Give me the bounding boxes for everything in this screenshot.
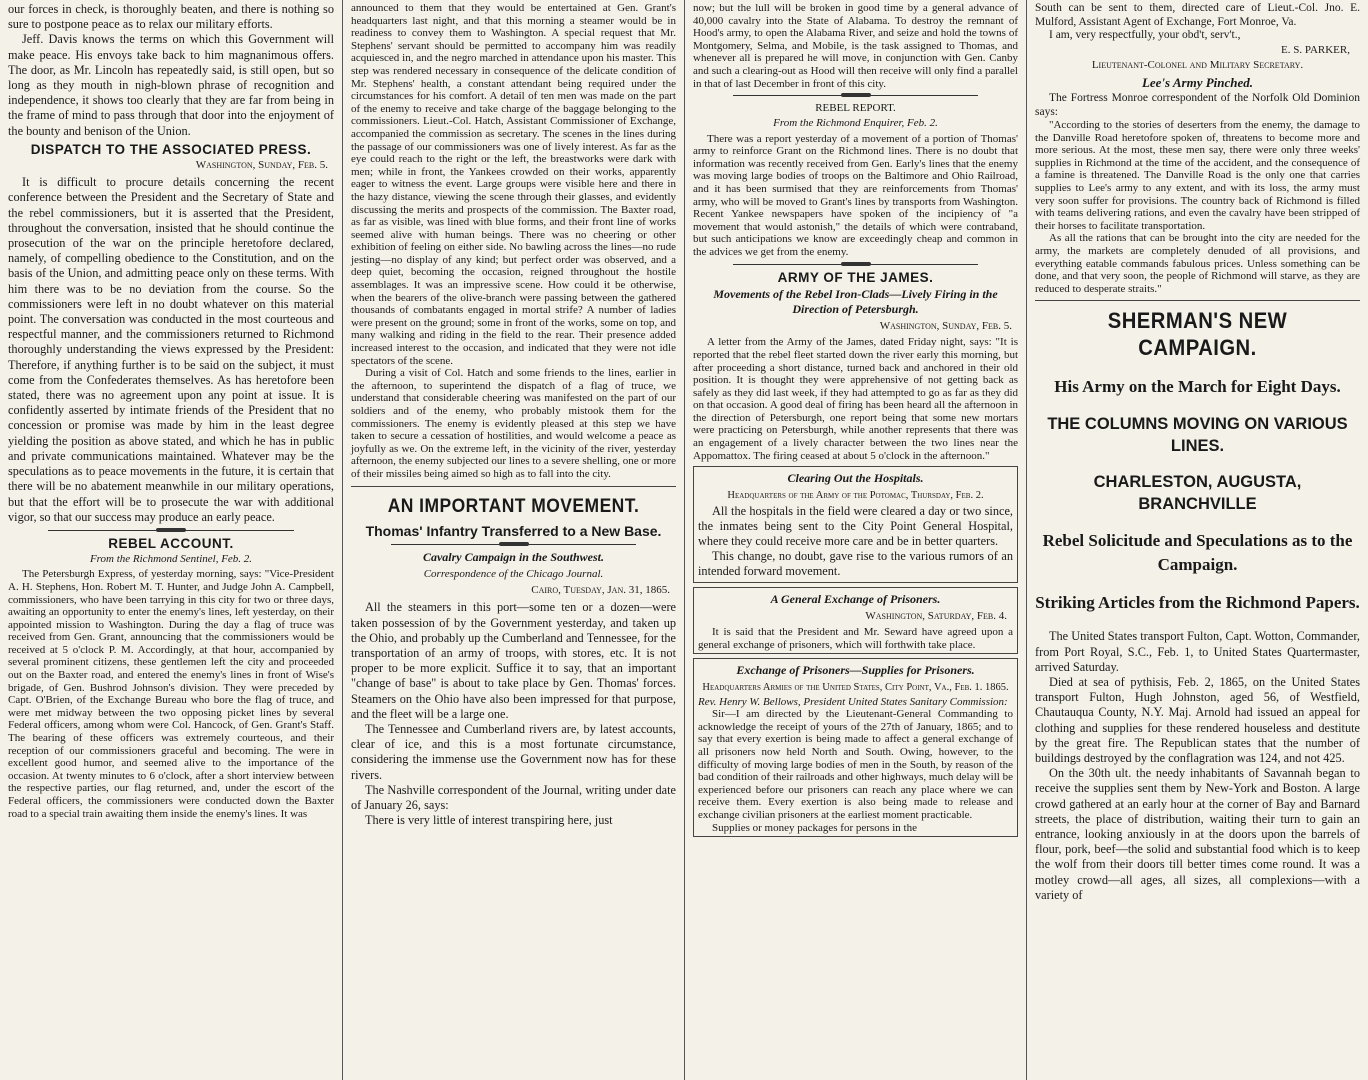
paragraph: Died at sea of pythisis, Feb. 2, 1865, on the United States transport Fulton, Hugh Johnston, aged 56, of Westfield, Chautauqua County, N.Y. Maj. Arnold had issued an appeal for clothing and supplies for these rendered houseless and destitute by the great fire. The Republican states that the number of buildings destroyed by the conflagration was 124, and not 425. xyxy=(1035,675,1360,766)
headline-large: AN IMPORTANT MOVEMENT. xyxy=(387,495,640,517)
paragraph: Supplies or money packages for persons in the xyxy=(712,821,917,834)
dateline: Cairo, Tuesday, Jan. 31, 1865. xyxy=(531,584,670,597)
boxed-article xyxy=(693,658,1018,837)
dateline: Washington, Sunday, Feb. 5. xyxy=(879,320,1012,333)
paragraph: South can be sent to them, directed care of Lieut.-Col. Jno. E. Mulford, Assistant Agent of Exchange, Fort Monroe, Va. xyxy=(1035,2,1360,28)
divider xyxy=(733,264,978,265)
subheadline: CHARLESTON, AUGUSTA, BRANCHVILLE xyxy=(1093,473,1302,514)
dateline: Headquarters of the Army of the Potomac, Thursday, Feb. 2. xyxy=(727,490,984,502)
dateline: Washington, Sunday, Feb. 5. xyxy=(195,159,328,172)
paragraph: There is very little of interest transpiring here, just xyxy=(365,813,613,828)
dateline: Headquarters Armies of the United States, City Point, Va., Feb. 1. 1865. xyxy=(702,682,1009,694)
paragraph: It is difficult to procure details concerning the recent conference between the President and the Secretary of State and the rebel commissioners, but it is asserted that the President, throughout the conversation, insisted that he should continue the prosecution of the war on the principle heretofore declared, namely, of compelling obedience to the Constitution, and on the basis of the Union, and admitting peace only on these terms. With him there was to be no deviation from the course. So the commissioners were left in no doubt whatever on this material point. The conversation was conducted in the most courteous and respectful manner, and the commissioners returned to Richmond thoroughly understanding the views expressed by the President: Therefore, if anything further is to be said on the subject, it must come from the Confederates themselves. As has heretofore been stated, there was no agreement upon any point at issue. It is confidently asserted by intimate friends of the President that no concession or promise was made by him in the least degree yielding the position as above stated, and which he has in public and private communications maintained. Whatever may be the speculations as to peace movements in the future, it is certain that there will be no abatement meanwhile in our military operations, but that the effort will be to prosecute the war with additional vigor, so that our success may produce an early peace. xyxy=(8,175,334,524)
paragraph: The Tennessee and Cumberland rivers are, by latest accounts, clear of ice, and this is a most fortunate circumstance, considering the immense use the Government now has for these rivers. xyxy=(351,722,676,782)
subheadline: THE COLUMNS MOVING ON VARIOUS LINES. xyxy=(1047,415,1348,456)
column-4 xyxy=(1026,0,1368,1080)
subheadline: Striking Articles from the Richmond Papers. xyxy=(1035,593,1360,613)
headline: Lee's Army Pinched. xyxy=(1141,74,1254,90)
addressee: Rev. Henry W. Bellows, President United States Sanitary Commission: xyxy=(698,695,1008,708)
paragraph: A letter from the Army of the James, dated Friday night, says: "It is reported that the rebel fleet started down the river early this morning, but after proceeding a short distance, turned back and anchored in their old position. It is thought they were apprehensive of not getting back as safely as they did last week, if they had attempted to go as far as they did on that occasion. A good deal of firing has been heard all the afternoon in the direction of Petersburgh, one report being that some new mortars were practicing on Petersburgh, while another represents that there was an engagement of a lively character between the two lines near the Appomattox. The firing ceased at about 5 o'clock in the afternoon." xyxy=(693,336,1018,462)
paragraph: The Fortress Monroe correspondent of the Norfolk Old Dominion says: xyxy=(1035,92,1360,118)
headline: REBEL REPORT. xyxy=(815,102,896,115)
paragraph: our forces in check, is thoroughly beaten, and there is nothing so sure to postpone peace as to relax our military efforts. xyxy=(8,2,334,32)
paragraph: All the steamers in this port—some ten or a dozen—were taken possession of by the Government yesterday, and taken up the Ohio, and probably up the Cumberland and Tennessee, for the transportation of an army of troops, with stores, etc. It is not proper to be more explicit. Suffice it to say, that an important "change of base" is about to take place by Gen. Thomas' forces. Steamers on the Ohio have also been impressed for that purpose, and the fleet will be a large one. xyxy=(351,600,676,721)
subheadline: His Army on the March for Eight Days. xyxy=(1054,377,1341,397)
boxed-article xyxy=(693,466,1018,582)
paragraph: This change, no doubt, gave rise to the various rumors of an intended forward movement. xyxy=(698,549,1013,579)
column-1 xyxy=(0,0,342,1080)
headline-large: SHERMAN'S NEW CAMPAIGN. xyxy=(1107,308,1288,361)
divider xyxy=(351,486,676,487)
source-line: From the Richmond Sentinel, Feb. 2. xyxy=(89,553,253,566)
paragraph: now; but the lull will be broken in good time by a general advance of 40,000 cavalry into the State of Alabama. To destroy the remnant of Hood's army, to open the Alabama River, and seize and hold the towns of Montgomery, Selma, and Mobile, is the task assigned to Thomas, and whenever all is prepared he will move, in conjunction with Gen. Canby and such a clearing-out as Hood will then receive will only find a parallel in that of last December in front of this city. xyxy=(693,2,1018,90)
headline: ARMY OF THE JAMES. xyxy=(777,269,934,285)
paragraph: It is said that the President and Mr. Seward have agreed upon a general exchange of prisoners, which will forthwith take place. xyxy=(698,626,1013,651)
headline: A General Exchange of Prisoners. xyxy=(770,591,941,606)
subheadline: Rebel Solicitude and Speculations as to the Campaign. xyxy=(1042,531,1353,575)
headline: Cavalry Campaign in the Southwest. xyxy=(422,549,605,564)
paragraph: "According to the stories of deserters from the enemy, the damage to the Danville Road heretofore spoken of, threatens to become more and more serious. At the most, these men say, there were only three weeks' supplies in Richmond at the time of the accident, and the consequence of a famine is threatened. The Danville Road is the only one that carries supplies to Lee's army to any extent, and with its loss, the army must very soon suffer for provisions. The country back of Richmond is filled with teams delivering rations, and even the cavalry have been stripped of their horses to facilitate transportation. xyxy=(1035,119,1360,232)
paragraph: Sir—I am directed by the Lieutenant-General Commanding to acknowledge the receipt of yours of the 27th of January, 1865; and to say that every exertion is being made to affect a general exchange of all prisoners now held North and South. Owing, however, to the difficulty of moving large bodies of men in the South, by reason of the bad condition of their railroads and other highways, much delay will be experienced before our prisoners can reach any place where we can receive them. Every exertion is also being made to release and exchange civilian prisoners at the earliest moment practicable. xyxy=(698,708,1013,822)
headline: Clearing Out the Hospitals. xyxy=(787,471,924,486)
headline: DISPATCH TO THE ASSOCIATED PRESS. xyxy=(30,141,312,157)
headline: REBEL ACCOUNT. xyxy=(108,535,234,551)
column-3 xyxy=(684,0,1026,1080)
column-2 xyxy=(342,0,684,1080)
paragraph: announced to them that they would be entertained at Gen. Grant's headquarters last night, and that this morning a steamer would be in readiness to convey them to Washington. A special request that Mr. Stephens' servant should be permitted to accompany him was readily acquiesced in, and the negro marched in attendance upon his master. This step was rendered necessary in consequence of the delicate condition of Mr. Stephens' health, a constant attendant being required under the circumstances for his comfort. A detail of ten men was made on the part of the enemy to receive and take charge of the baggage belonging to the commissioners. Lieut.-Col. Hatch, Assistant Commissioner of Exchange, accompanied the commission as secretary. The scenes in the lines during the passage of our commissioners was one of lively interest. As far as the eye could reach to the right or the left, the breastworks were dark with men; while in front, the Yankees crowded on their works, apparently eager to witness the event. Large groups were visible here and there in the hazy distance, viewing the scene through their glasses, and evidently discussing the merits and prospects of the commission. The Baxter road, as far as visible, was lined with blue forms, and their front line of works seemed alive with human beings. There was no cheering or other exhibition of feeling on either side. No bawling across the lines—no rude jesting—no display of any kind; but perfect order was observed, and a deep quiet, becoming the occasion, reigned throughout the hostile assemblages. It was an impressive scene. How could it be otherwise, when the bearers of the olive-branch were passing between the gathered thousands of combatants engaged in mortal strife? A number of ladies were present on the ground; some in front of the works, some on top, and many walking and riding in the field to the rear. Their presence added increased interest to the occasion, and indicated that they were not idle spectators of the scene. xyxy=(351,2,676,367)
subheadline: Movements of the Rebel Iron-Clads—Lively Firing in the Direction of Petersburgh. xyxy=(713,286,998,316)
paragraph: I am, very respectfully, your obd't, serv't., xyxy=(1049,29,1241,41)
divider xyxy=(733,95,978,96)
signature-title: Lieutenant-Colonel and Military Secretary. xyxy=(1091,58,1304,71)
paragraph: There was a report yesterday of a movement of a portion of Thomas' army to reinforce Grant on the Richmond lines. There is no doubt that information was recently received from Gen. Early's lines that the enemy was moving large bodies of troops on the Baltimore and Ohio Railroad, and it has been surmised that they are reinforcements from Thomas' army, who will be moved to Grant's lines by transports from Washington. Recent Yankee newspapers have spoken of the incipiency of "a movement that would astonish," the details of which were contraband, but such anticipations we know are exceedingly cheap and common in the advices we get from the enemy. xyxy=(693,132,1018,258)
divider xyxy=(391,544,636,545)
paragraph: As all the rations that can be brought into the city are needed for the army, the markets are completely denuded of all provisions, and everything eatable commands fabulous prices. Unless something can be done, and that very soon, the people of Richmond will starve, as they are reduced to desperate straits." xyxy=(1035,232,1360,295)
paragraph: The Nashville correspondent of the Journal, writing under date of January 26, says: xyxy=(351,782,676,813)
paragraph: Jeff. Davis knows the terms on which this Government will make peace. His envoys take back to him magnanimous offers. The door, as Mr. Lincoln has repeatedly said, is still open, but so long as they mouth in nigh-blown phrase of recognition and independence, it shows too clearly that they are far from being in the frame of mind to pass through that door into the enjoyment of the bounty and benison of the Union. xyxy=(8,32,334,138)
divider xyxy=(48,530,294,531)
paragraph: The Petersburgh Express, of yesterday morning, says: "Vice-President A. H. Stephens, Hon. Robert M. T. Hunter, and Judge John A. Campbell, commissioners, who have been tarrying in this city for two or three days, awaiting an opportunity to enter the enemy's lines, left yesterday, on their appointed mission to Washington. During the day a flag of truce was received from Gen. Grant, announcing that the commissioners would be received at 5 o'clock P. M. Accordingly, at that hour, accompanied by several prominent citizens, these gentlemen left the city and proceeded out on the Baxter road, and entered the enemy's lines in front of Wise's brigade, of Gen. Bushrod Johnson's division. They were preceded by Capt. O'Brien, of the Exchange Bureau who bore the flag of truce, and were met midway between the two opposing picket lines by several Federal officers, among whom were Col. Hancock, of Gen. Grant's Staff. The bearing of these officers was extremely courteous, and their reception of our commissioners graceful and becoming. The were in excellent good humor, and seemed alive to the importance of the occasion. At twenty minutes to 6 o'clock, after a short interview between the respective parties, our flag returned, and, under the escort of the Federal officers, the commissioners were conducted down the Baxter road to a special train awaiting them inside the enemy's lines. It was xyxy=(8,568,334,820)
paragraph: During a visit of Col. Hatch and some friends to the lines, earlier in the afternoon, to superintend the dispatch of a flag of truce, we understand that considerable cheering was manifested on the part of our soldiers and of the enemy, who probably mistook them for the commissioners. The enemy is evidently pleased at this step we have taken to secure a cessation of hostilities, and would welcome a peace as joyfully as we. On the extreme left, in the vicinity of the river, yesterday afternoon, the enemy subjected our lines to a severe shelling, one or more of their missiles being aimed so high as to fall into the city. xyxy=(351,367,676,480)
signature-name: E. S. PARKER, xyxy=(1281,43,1350,56)
boxed-article xyxy=(693,587,1018,655)
paragraph: All the hospitals in the field were cleared a day or two since, the inmates being sent to the City Point General Hospital, where they could receive more care and be in better quarters. xyxy=(698,503,1013,549)
source-line: From the Richmond Enquirer, Feb. 2. xyxy=(773,117,938,130)
paragraph: On the 30th ult. the needy inhabitants of Savannah began to receive the supplies sent them by New-York and Boston. A large crowd gathered at an early hour at the corner of Bay and Barnard streets, the place of distribution, waiting their turn to gain an entrance, looking anxiously in at the doors upon the barrels of flour, pork, beef—the solid and substantial food which is to keep the wolf from their doors till better times come round. It was a motley crowd—all ages, all sizes, all complexions—with a variety of xyxy=(1035,766,1360,902)
source-line: Correspondence of the Chicago Journal. xyxy=(423,567,604,580)
subheadline: Thomas' Infantry Transferred to a New Base. xyxy=(365,522,662,539)
dateline: Washington, Saturday, Feb. 4. xyxy=(865,609,1007,622)
paragraph: The United States transport Fulton, Capt. Wotton, Commander, from Port Royal, S.C., Feb. 1, to United States Quartermaster, arrived Saturday. xyxy=(1035,629,1360,674)
headline: Exchange of Prisoners—Supplies for Prisoners. xyxy=(736,663,975,678)
divider xyxy=(1035,300,1360,301)
